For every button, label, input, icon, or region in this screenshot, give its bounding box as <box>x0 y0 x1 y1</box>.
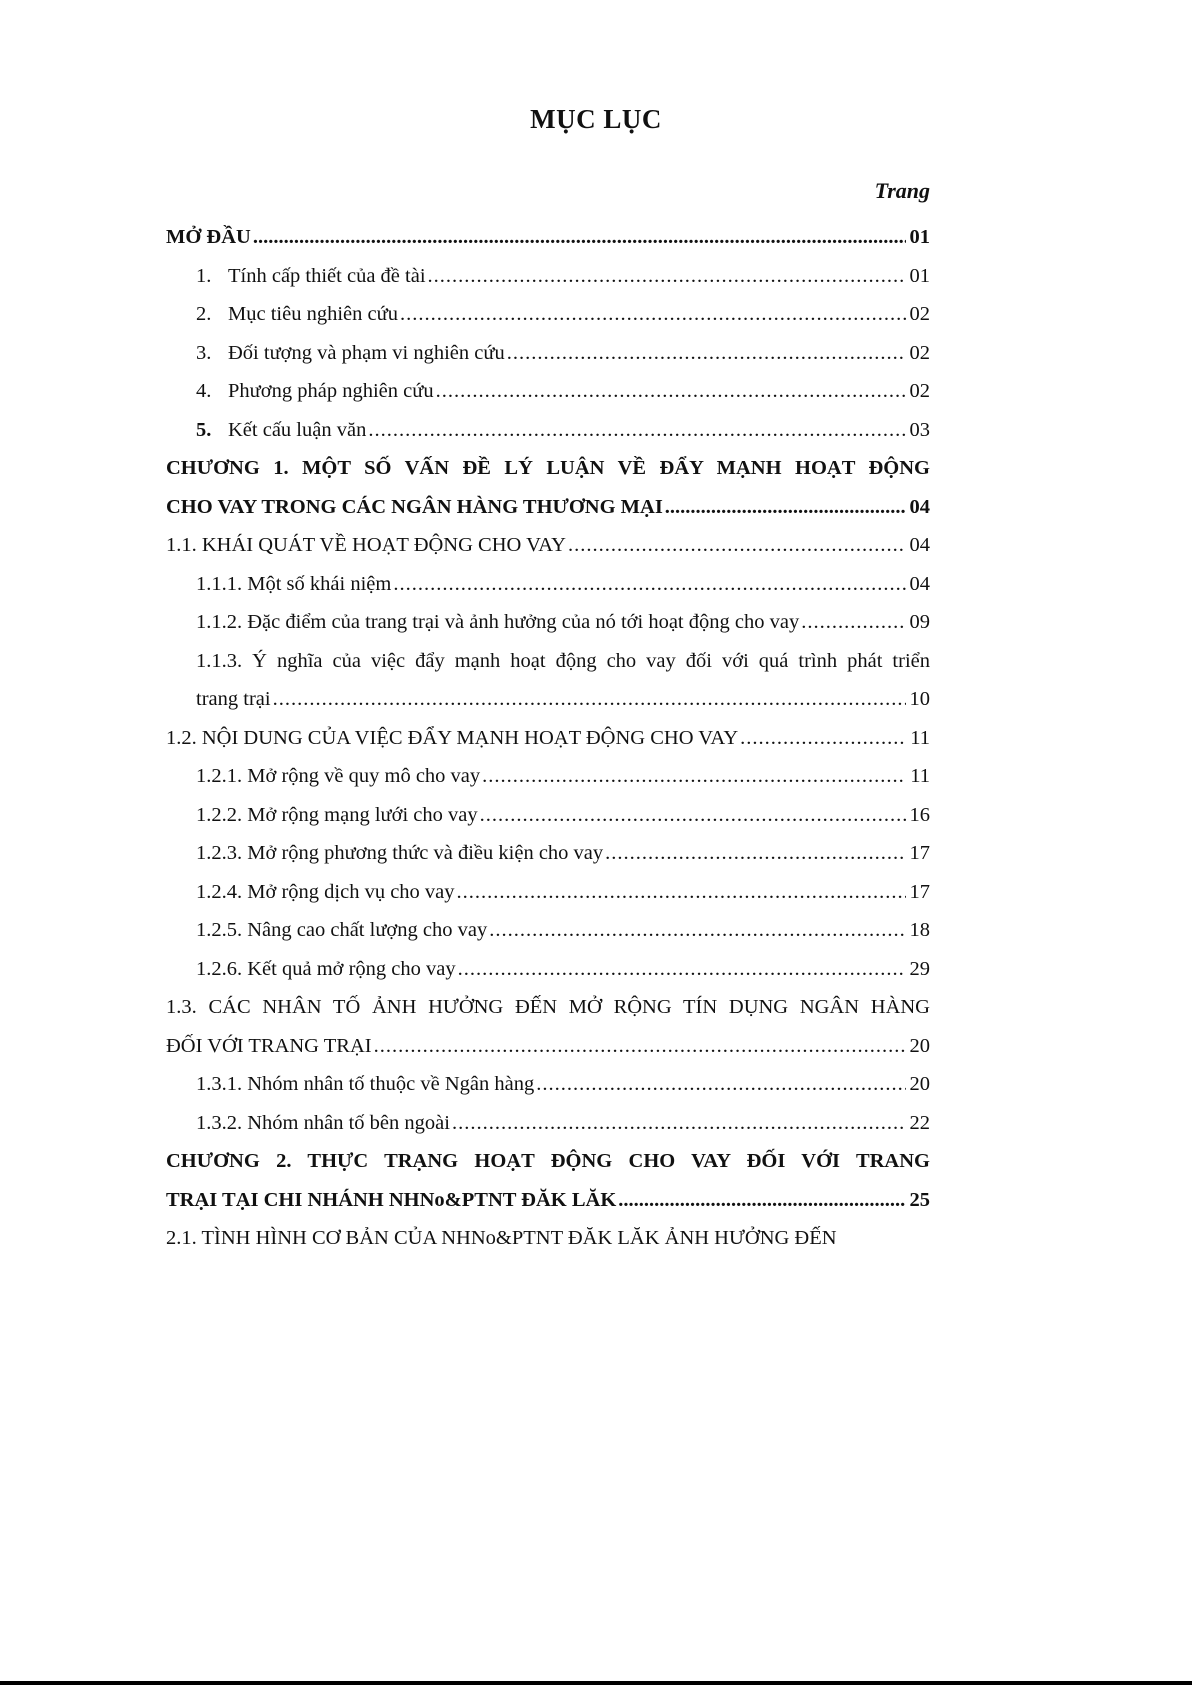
toc-entry <box>166 334 930 373</box>
dot-leader <box>393 565 906 604</box>
dot-leader <box>489 911 906 950</box>
toc-entry-text: 1.3.2. Nhóm nhân tố bên ngoài <box>196 1111 450 1134</box>
toc-entry <box>166 988 930 1027</box>
toc-entry-text: CHƯƠNG 1. MỘT SỐ VẤN ĐỀ LÝ LUẬN VỀ ĐẨY MẠNH HOẠT ĐỘNG <box>166 457 930 479</box>
toc-entry-text: 1.1.3. Ý nghĩa của việc đẩy mạnh hoạt động cho vay đối với quá trình phát triển <box>196 649 930 672</box>
toc-entry <box>166 372 930 411</box>
toc-entry <box>166 834 930 873</box>
dot-leader <box>605 834 906 873</box>
toc-entry-page: 02 <box>909 380 930 402</box>
toc-entry <box>166 642 930 681</box>
toc-entry <box>166 950 930 989</box>
toc-entry-number: 1. <box>196 264 212 287</box>
toc-entry-page: 11 <box>910 726 930 749</box>
toc-entry-text: TRẠI TẠI CHI NHÁNH NHNo&PTNT ĐĂK LĂK <box>166 1188 617 1211</box>
toc-entry-text: 1.2.2. Mở rộng mạng lưới cho vay <box>196 803 478 826</box>
dot-leader <box>457 873 906 912</box>
toc-entry-page: 04 <box>909 572 930 595</box>
dot-leader <box>374 1027 906 1066</box>
toc-entry <box>166 1181 930 1220</box>
toc-entry-page: 20 <box>909 1073 930 1095</box>
dot-leader <box>618 1181 906 1220</box>
dot-leader <box>253 218 906 257</box>
toc-entry-text: Tính cấp thiết của đề tài <box>228 264 426 287</box>
toc-entry-page: 17 <box>909 842 930 864</box>
dot-leader <box>568 526 906 565</box>
dot-leader <box>436 372 906 411</box>
dot-leader <box>482 757 906 796</box>
toc-entry-text: Kết cấu luận văn <box>228 418 367 441</box>
toc-entry-text: CHO VAY TRONG CÁC NGÂN HÀNG THƯƠNG MẠI <box>166 495 663 518</box>
toc-entry-text: 1.2. NỘI DUNG CỦA VIỆC ĐẨY MẠNH HOẠT ĐỘNG CHO VAY <box>166 726 739 749</box>
toc-entry-text: 1.2.5. Nâng cao chất lượng cho vay <box>196 919 488 941</box>
toc-entry <box>166 449 930 488</box>
toc-entry <box>166 1219 930 1258</box>
toc-entry-text: 1.2.4. Mở rộng dịch vụ cho vay <box>196 880 455 903</box>
toc-entry <box>166 218 930 257</box>
toc-entry-page: 02 <box>909 303 930 325</box>
toc-entry-page: 16 <box>909 803 930 826</box>
dot-leader <box>801 603 906 642</box>
toc-entry-page: 11 <box>910 765 930 787</box>
toc-entry <box>166 488 930 527</box>
toc-entry-text: 1.3.1. Nhóm nhân tố thuộc về Ngân hàng <box>196 1073 535 1095</box>
toc-entry-number: 3. <box>196 341 212 364</box>
toc-entry <box>166 1027 930 1066</box>
page-column-label: Trang <box>874 178 930 203</box>
table-of-contents <box>166 218 930 1258</box>
toc-entry-page: 20 <box>909 1034 930 1057</box>
dot-leader <box>507 334 906 373</box>
toc-entry-text: ĐỐI VỚI TRANG TRẠI <box>166 1034 372 1057</box>
toc-entry-page: 04 <box>909 495 930 518</box>
dot-leader <box>740 719 906 758</box>
toc-entry-text: 1.2.6. Kết quả mở rộng cho vay <box>196 957 456 980</box>
toc-entry-page: 22 <box>909 1111 930 1134</box>
toc-entry-page: 10 <box>909 688 930 710</box>
toc-entry-page: 29 <box>909 957 930 980</box>
toc-entry-text: Phương pháp nghiên cứu <box>228 380 434 402</box>
toc-entry <box>166 295 930 334</box>
toc-entry <box>166 873 930 912</box>
toc-entry-text: 1.2.3. Mở rộng phương thức và điều kiện cho vay <box>196 842 604 864</box>
toc-entry-number: 2. <box>196 303 212 325</box>
toc-entry <box>166 680 930 719</box>
toc-entry-text: MỞ ĐẦU <box>166 226 251 248</box>
toc-entry-text: Đối tượng và phạm vi nghiên cứu <box>228 341 505 364</box>
toc-entry-page: 02 <box>909 341 930 364</box>
toc-entry <box>166 796 930 835</box>
toc-entry-text: 1.1. KHÁI QUÁT VỀ HOẠT ĐỘNG CHO VAY <box>166 534 566 556</box>
toc-entry-number: 4. <box>196 380 212 402</box>
dot-leader <box>536 1065 906 1104</box>
toc-entry <box>166 1065 930 1104</box>
toc-entry-page: 04 <box>909 534 930 556</box>
dot-leader <box>428 257 906 296</box>
toc-entry-page: 18 <box>909 919 930 941</box>
toc-entry <box>166 911 930 950</box>
toc-entry <box>166 1104 930 1143</box>
toc-entry-page: 09 <box>909 611 930 633</box>
toc-entry-text: 1.1.1. Một số khái niệm <box>196 572 392 595</box>
toc-entry-page: 25 <box>909 1188 930 1211</box>
dot-leader <box>368 411 906 450</box>
toc-entry <box>166 757 930 796</box>
toc-title: MỤC LỤC <box>530 104 662 134</box>
dot-leader <box>452 1104 906 1143</box>
dot-leader <box>665 488 906 527</box>
toc-entry <box>166 719 930 758</box>
toc-entry-text: Mục tiêu nghiên cứu <box>228 303 398 325</box>
toc-entry-number: 5. <box>196 418 212 441</box>
toc-entry-text: trang trại <box>196 688 271 710</box>
toc-entry <box>166 257 930 296</box>
dot-leader <box>400 295 906 334</box>
dot-leader <box>458 950 906 989</box>
toc-entry <box>166 565 930 604</box>
dot-leader <box>480 796 906 835</box>
toc-entry-page: 01 <box>909 226 930 248</box>
toc-entry-text: CHƯƠNG 2. THỰC TRẠNG HOẠT ĐỘNG CHO VAY ĐỐI VỚI TRANG <box>166 1150 930 1172</box>
toc-entry-page: 03 <box>909 418 930 441</box>
toc-entry-page: 01 <box>909 264 930 287</box>
dot-leader <box>273 680 906 719</box>
toc-entry-text: 1.3. CÁC NHÂN TỐ ẢNH HƯỞNG ĐẾN MỞ RỘNG TÍN DỤNG NGÂN HÀNG <box>166 996 930 1018</box>
toc-entry <box>166 411 930 450</box>
toc-entry <box>166 603 930 642</box>
toc-entry-text: 2.1. TÌNH HÌNH CƠ BẢN CỦA NHNo&PTNT ĐĂK LĂK ẢNH HƯỞNG ĐẾN <box>166 1227 837 1249</box>
toc-entry-text: 1.1.2. Đặc điểm của trang trại và ảnh hưởng của nó tới hoạt động cho vay <box>196 611 800 633</box>
toc-entry <box>166 526 930 565</box>
toc-entry-page: 17 <box>909 880 930 903</box>
toc-entry <box>166 1142 930 1181</box>
toc-entry-text: 1.2.1. Mở rộng về quy mô cho vay <box>196 765 481 787</box>
page-bottom-border <box>0 1681 1192 1685</box>
